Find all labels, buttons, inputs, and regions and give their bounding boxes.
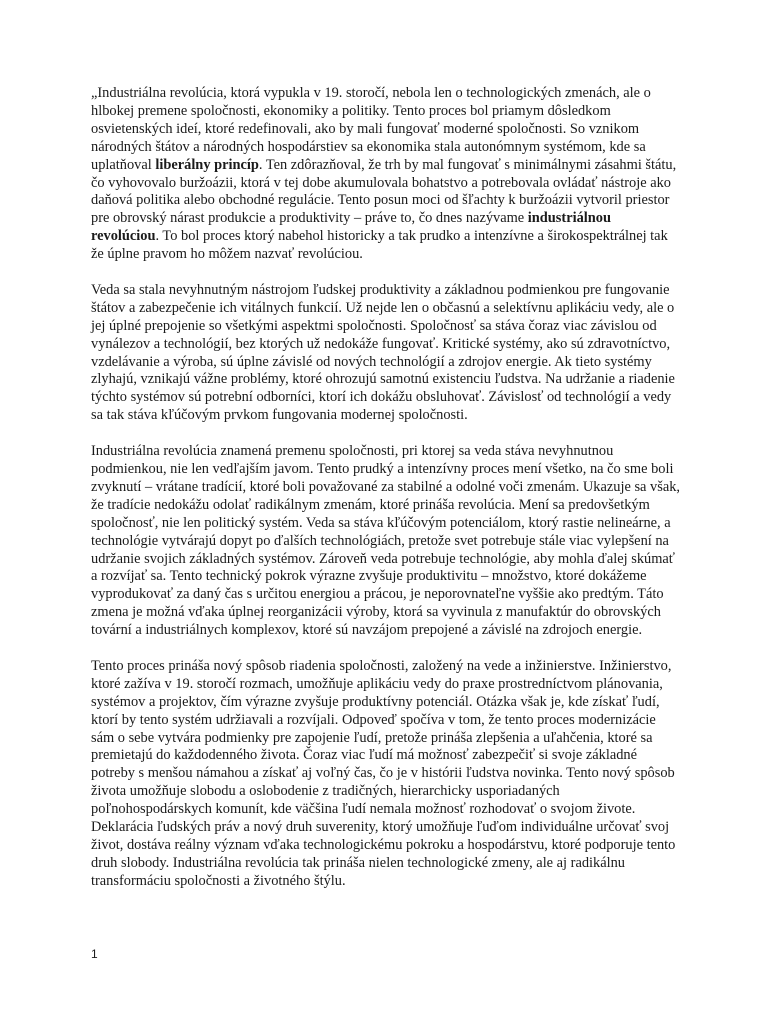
document-body — [91, 85, 681, 909]
paragraph-1-text-b: . Ten zdôrazňoval, že trh by mal fungovať s minimálnymi zásahmi štátu, čo vyhovovalo buržoázii, ktorá v tej dobe akumulovala bohatstvo a potrebovala ovládať nástroje ako daňová politika alebo obchodné regulácie. Tento posun moci od šľachty k buržoázii vytvoril priestor pre obrovský nárast produkcie a produktivity – práve to, čo dnes nazývame — [91, 156, 677, 227]
paragraph-1-text-c: . To bol proces ktorý nabehol historicky a tak prudko a intenzívne a širokospektrálnej tak že úplne pravom ho môžem nazvať revolúciou. — [91, 228, 668, 263]
bold-term-liberalny-princip: liberálny princíp — [155, 156, 259, 173]
paragraph-4: Tento proces prináša nový spôsob riadenia spoločnosti, založený na vede a inžinierstve. Inžinierstvo, ktoré zažíva v 19. storočí rozmach, umožňuje aplikáciu vedy do praxe prostredníctvom plánovania, systémov a projektov, čím výrazne zvyšuje produktívny potenciál. Otázka však je, kde získať ľudí, ktorí by tento systém udržiavali a rozvíjali. Odpoveď spočíva v tom, že tento proces modernizácie sám o sebe vytvára podmienky pre zapojenie ľudí, pretože prináša zlepšenia a uľahčenia, ktoré sa premietajú do každodenného života. Čoraz viac ľudí má možnosť zabezpečiť si svoje základné potreby s menšou námahou a získať aj voľný čas, čo je v histórii ľudstva novinka. Tento nový spôsob života umožňuje slobodu a oslobodenie z tradičných, hierarchicky usporiadaných poľnohospodárskych komunít, kde väčšina ľudí nemala možnosť rozhodovať o svojom živote. Deklarácia ľudských práv a nový druh suverenity, ktorý umožňuje ľuďom individuálne určovať svoj život, dostáva reálny význam vďaka technologickému pokroku a hospodárstvu, ktoré podporuje tento druh slobody. Industriálna revolúcia tak prináša nielen technologické zmeny, ale aj radikálnu transformáciu spoločnosti a životného štýlu. — [91, 657, 676, 889]
paragraph-1 — [91, 85, 681, 264]
paragraph-2: Veda sa stala nevyhnutným nástrojom ľudskej produktivity a základnou podmienkou pre fungovanie štátov a zabezpečenie ich vitálnych funkcií. Už nejde len o občasnú a selektívnu aplikáciu vedy, ale o jej úplné prepojenie so všetkými aspektmi spoločnosti. Spoločnosť sa stáva čoraz viac závislou od vynálezov a technológií, bez ktorých už nedokáže fungovať. Kritické systémy, ako sú zdravotníctvo, vzdelávanie a výroba, sú úplne závislé od nových technológií a zdrojov energie. Ak tieto systémy zlyhajú, vznikajú vážne problémy, ktoré ohrozujú samotnú existenciu ľudstva. Na udržanie a riadenie týchto systémov sú potrební odborníci, ktorí ich dokážu obsluhovať. Závislosť od technológií a vedy sa tak stáva kľúčovým prvkom fungovania modernej spoločnosti. — [91, 281, 675, 424]
paragraph-1-text-a: „Industriálna revolúcia, ktorá vypukla v 19. storočí, nebola len o technologických zmenách, ale o hlbokej premene spoločnosti, ekonomiky a politiky. Tento proces bol priamym dôsledkom osvietenských ideí, ktoré redefinovali, ako by mali fungovať moderné spoločnosti. So vznikom národných štátov a národných hospodárstiev sa ekonomika stala autonómnym systémom, kde sa uplatňoval — [91, 85, 651, 173]
bold-term-industrialna-revolucia: industriálnou revolúciou — [91, 210, 611, 245]
paragraph-3: Industriálna revolúcia znamená premenu spoločnosti, pri ktorej sa veda stáva nevyhnutnou podmienkou, nie len vedľajším javom. Tento prudký a intenzívny proces mení všetko, na čo sme boli zvyknutí – vrátane tradícií, ktoré boli považované za stabilné a odolné voči zmenám. Ukazuje sa však, že tradície nedokážu odolať radikálnym zmenám, ktoré prináša revolúcia. Mení sa predovšetkým spoločnosť, nie len politický systém. Veda sa stáva kľúčovým potenciálom, ktorý rastie nelineárne, a technológie vytvárajú dopyt po ďalších technológiách, pretože svet potrebuje stále viac vylepšení na udržanie svojich základných systémov. Zároveň veda potrebuje technológie, aby mohla ďalej skúmať a rozvíjať sa. Tento technický pokrok výrazne zvyšuje produktivitu – množstvo, ktoré dokážeme vyprodukovať za daný čas s určitou energiou a prácou, je neporovnateľne vyššie ako predtým. Táto zmena je možná vďaka úplnej reorganizácii výroby, ktorá sa vyvinula z manufaktúr do obrovských tovární a industriálnych komplexov, ktoré sú navzájom prepojené a závislé na zdrojoch energie. — [91, 443, 681, 639]
page-number: 1 — [91, 947, 98, 961]
